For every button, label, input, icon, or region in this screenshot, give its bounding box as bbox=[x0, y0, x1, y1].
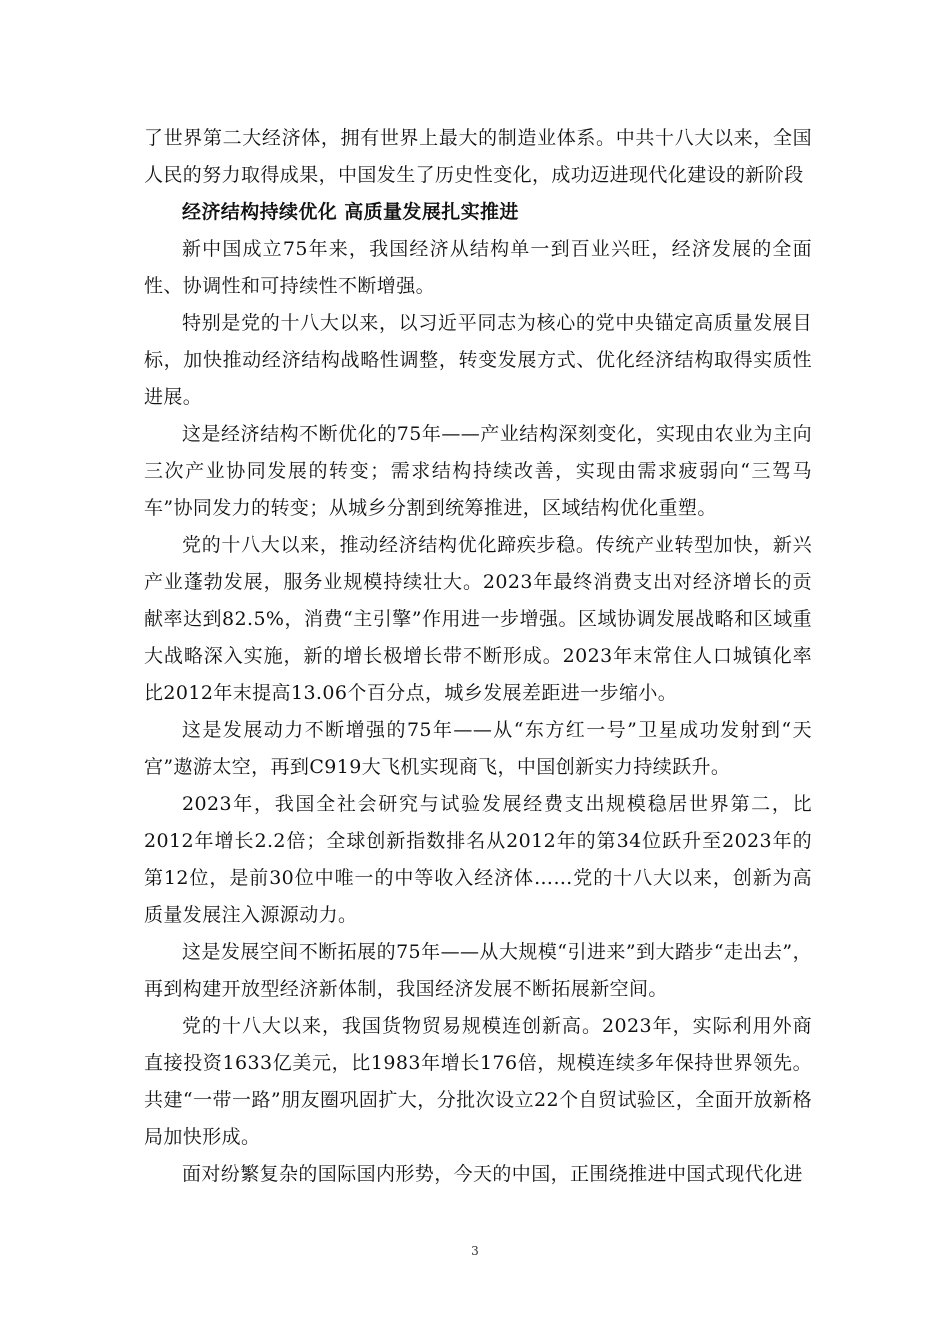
paragraph: 这是发展动力不断增强的75年——从“东方红一号”卫星成功发射到“天宫”遨游太空，再到C919大飞机实现商飞，中国创新实力持续跃升。 bbox=[144, 719, 812, 778]
paragraph: 面对纷繁复杂的国际国内形势，今天的中国，正围绕推进中国式现代化进 bbox=[182, 1163, 803, 1185]
paragraph: 新中国成立75年来，我国经济从结构单一到百业兴旺，经济发展的全面性、协调性和可持续性不断增强。 bbox=[144, 238, 812, 297]
paragraph-continued: 了世界第二大经济体，拥有世界上最大的制造业体系。中共十八大以来，全国人民的努力取得成果，中国发生了历史性变化，成功迈进现代化建设的新阶段 bbox=[144, 127, 812, 186]
paragraph: 党的十八大以来，我国货物贸易规模连创新高。2023年，实际利用外商直接投资1633亿美元，比1983年增长176倍，规模连续多年保持世界领先。共建“一带一路”朋友圈巩固扩大，分批次设立22个自贸试验区，全面开放新格局加快形成。 bbox=[144, 1015, 812, 1148]
paragraph: 这是经济结构不断优化的75年——产业结构深刻变化，实现由农业为主向三次产业协同发展的转变；需求结构持续改善，实现由需求疲弱向“三驾马车”协同发力的转变；从城乡分割到统筹推进，区域结构优化重塑。 bbox=[144, 423, 812, 519]
paragraph: 2023年，我国全社会研究与试验发展经费支出规模稳居世界第二，比2012年增长2.2倍；全球创新指数排名从2012年的第34位跃升至2023年的第12位，是前30位中唯一的中等收入经济体……党的十八大以来，创新为高质量发展注入源源动力。 bbox=[144, 793, 812, 926]
document-body bbox=[144, 120, 812, 1193]
page-number: 3 bbox=[471, 1244, 479, 1258]
paragraph: 特别是党的十八大以来，以习近平同志为核心的党中央锚定高质量发展目标，加快推动经济结构战略性调整，转变发展方式、优化经济结构取得实质性进展。 bbox=[144, 312, 812, 408]
paragraph: 这是发展空间不断拓展的75年——从大规模“引进来”到大踏步“走出去”，再到构建开放型经济新体制，我国经济发展不断拓展新空间。 bbox=[144, 941, 812, 1000]
section-heading: 经济结构持续优化 高质量发展扎实推进 bbox=[182, 201, 519, 223]
paragraph: 党的十八大以来，推动经济结构优化蹄疾步稳。传统产业转型加快，新兴产业蓬勃发展，服务业规模持续壮大。2023年最终消费支出对经济增长的贡献率达到82.5%，消费“主引擎”作用进一步增强。区域协调发展战略和区域重大战略深入实施，新的增长极增长带不断形成。2023年末常住人口城镇化率比2012年末提高13.06个百分点，城乡发展差距进一步缩小。 bbox=[144, 534, 812, 704]
